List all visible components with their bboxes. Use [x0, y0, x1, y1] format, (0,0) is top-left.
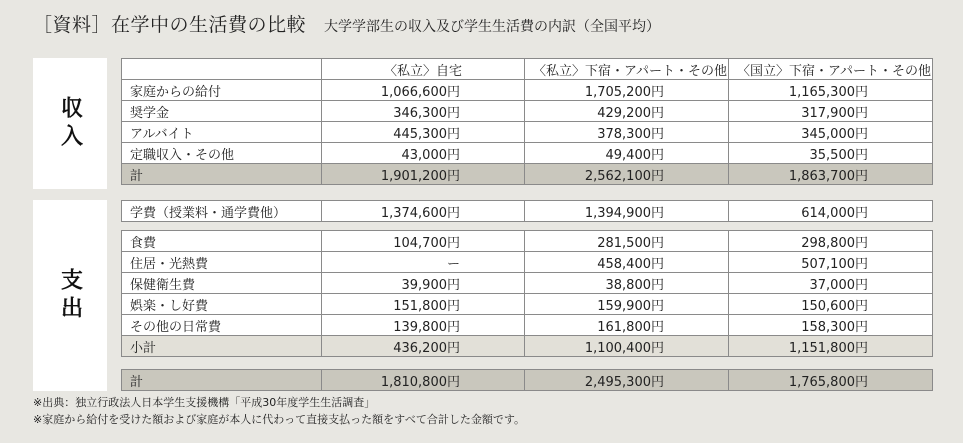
value-cell: 378,300円 — [525, 122, 729, 143]
header-private-lodging: 〈私立〉下宿・アパート・その他 — [525, 59, 729, 80]
value-cell: 1,863,700円 — [729, 164, 933, 185]
row-label: 食費 — [122, 231, 322, 252]
value-cell: 429,200円 — [525, 101, 729, 122]
value-cell: 1,705,200円 — [525, 80, 729, 101]
value-cell: 281,500円 — [525, 231, 729, 252]
row-label: 住居・光熱費 — [122, 252, 322, 273]
header-cell-empty — [122, 59, 322, 80]
table-row — [122, 315, 933, 336]
value-cell: 37,000円 — [729, 273, 933, 294]
row-label: 計 — [122, 370, 322, 391]
income-side-box — [33, 58, 107, 189]
row-label: その他の日常費 — [122, 315, 322, 336]
value-cell: 298,800円 — [729, 231, 933, 252]
row-label: アルバイト — [122, 122, 322, 143]
value-cell: 139,800円 — [322, 315, 525, 336]
value-cell: 158,300円 — [729, 315, 933, 336]
row-label: 定職収入・その他 — [122, 143, 322, 164]
value-cell: 150,600円 — [729, 294, 933, 315]
row-label: 娯楽・し好費 — [122, 294, 322, 315]
value-cell: 2,562,100円 — [525, 164, 729, 185]
living-expense-table — [121, 230, 933, 357]
source-note: ※出典：独立行政法人日本学生支援機構「平成30年度学生生活調査」 — [33, 396, 376, 409]
living-subtotal-row — [122, 336, 933, 357]
table-row — [122, 143, 933, 164]
value-cell: 346,300円 — [322, 101, 525, 122]
value-cell: 436,200円 — [322, 336, 525, 357]
table-row — [122, 101, 933, 122]
header-row — [122, 59, 933, 80]
header-private-home: 〈私立〉自宅 — [322, 59, 525, 80]
table-row — [122, 122, 933, 143]
tuition-table — [121, 200, 933, 222]
row-label: 小計 — [122, 336, 322, 357]
value-cell: 445,300円 — [322, 122, 525, 143]
value-cell: 1,765,800円 — [729, 370, 933, 391]
income-label: 収入 — [57, 95, 83, 152]
row-label: 家庭からの給付 — [122, 80, 322, 101]
row-label: 奨学金 — [122, 101, 322, 122]
table-row — [122, 231, 933, 252]
value-cell: 161,800円 — [525, 315, 729, 336]
page-title: ［資料］在学中の生活費の比較 — [33, 14, 307, 36]
value-cell: 614,000円 — [729, 201, 933, 222]
value-cell: 345,000円 — [729, 122, 933, 143]
row-label: 保健衛生費 — [122, 273, 322, 294]
value-cell: 507,100円 — [729, 252, 933, 273]
notes — [33, 394, 525, 428]
value-cell: 1,901,200円 — [322, 164, 525, 185]
value-cell: 49,400円 — [525, 143, 729, 164]
header-national-lodging: 〈国立〉下宿・アパート・その他 — [729, 59, 933, 80]
expense-label: 支出 — [57, 267, 83, 324]
tuition-row — [122, 201, 933, 222]
table-row — [122, 294, 933, 315]
table-row — [122, 252, 933, 273]
value-cell: 1,165,300円 — [729, 80, 933, 101]
income-table — [121, 58, 933, 185]
table-row — [122, 80, 933, 101]
expense-total-table — [121, 369, 933, 391]
value-cell: 104,700円 — [322, 231, 525, 252]
value-cell: 458,400円 — [525, 252, 729, 273]
value-cell: 39,900円 — [322, 273, 525, 294]
footnote: ※家庭から給付を受けた額および家庭が本人に代わって直接支払った額をすべて合計した金額です。 — [33, 413, 526, 426]
value-cell: 1,066,600円 — [322, 80, 525, 101]
value-cell: 317,900円 — [729, 101, 933, 122]
value-cell: 38,800円 — [525, 273, 729, 294]
value-cell: 159,900円 — [525, 294, 729, 315]
value-cell: 1,394,900円 — [525, 201, 729, 222]
table-row — [122, 273, 933, 294]
value-cell: 1,374,600円 — [322, 201, 525, 222]
value-cell: ー — [322, 252, 525, 273]
title-row — [33, 10, 660, 37]
page-subtitle: 大学学部生の収入及び学生生活費の内訳（全国平均） — [324, 19, 661, 35]
income-total-row — [122, 164, 933, 185]
value-cell: 1,100,400円 — [525, 336, 729, 357]
expense-side-box — [33, 200, 107, 391]
value-cell: 2,495,300円 — [525, 370, 729, 391]
row-label: 計 — [122, 164, 322, 185]
value-cell: 1,151,800円 — [729, 336, 933, 357]
value-cell: 43,000円 — [322, 143, 525, 164]
value-cell: 1,810,800円 — [322, 370, 525, 391]
row-label: 学費（授業料・通学費他） — [122, 201, 322, 222]
expense-total-row — [122, 370, 933, 391]
value-cell: 35,500円 — [729, 143, 933, 164]
value-cell: 151,800円 — [322, 294, 525, 315]
